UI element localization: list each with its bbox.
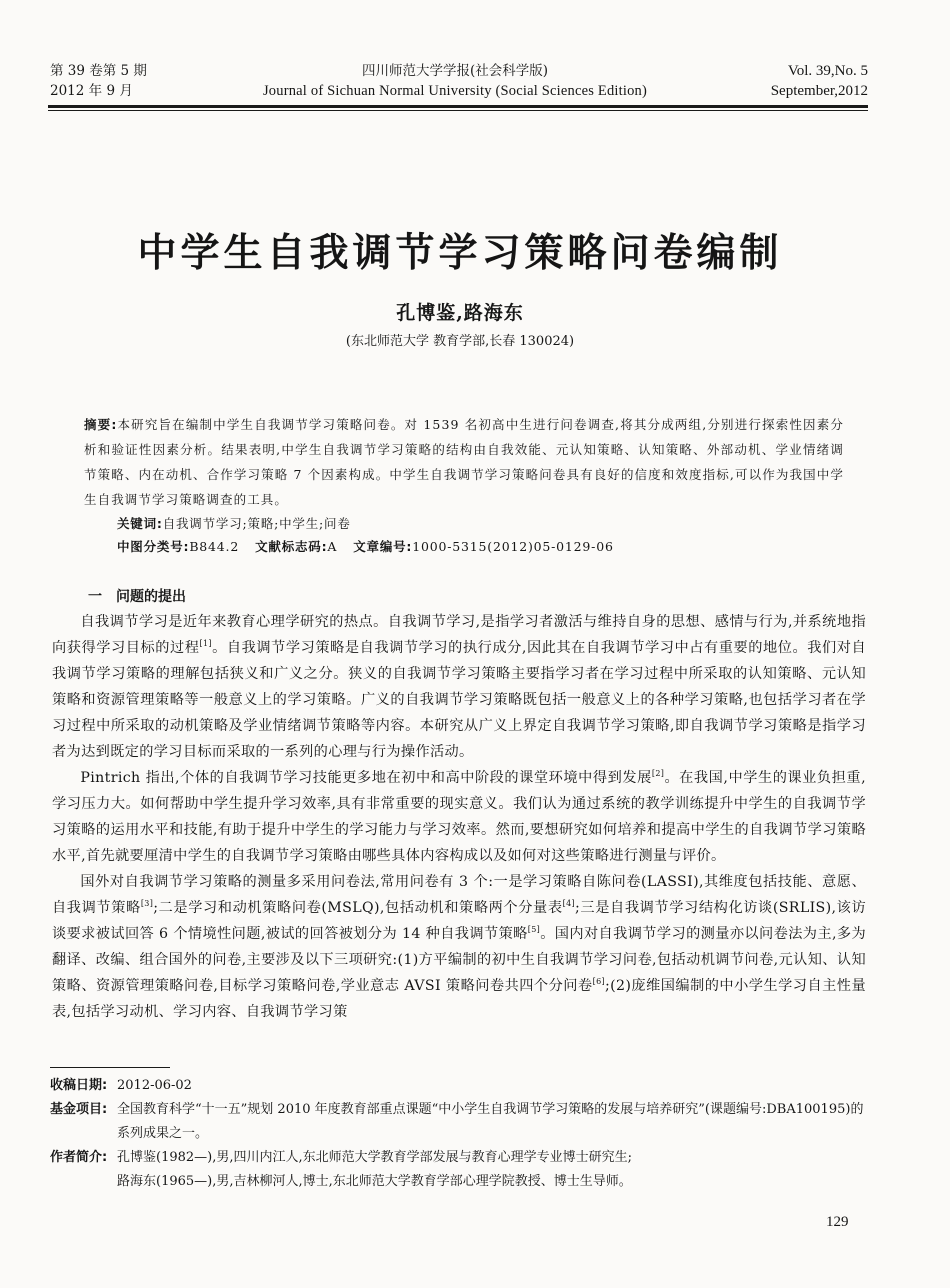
classification-line xyxy=(117,537,614,555)
volume-issue: 第 39 卷第 5 期 xyxy=(50,63,147,79)
journal-name-cn: 四川师范大学学报(社会科学版) xyxy=(361,63,549,79)
header-right xyxy=(771,61,868,101)
doc-code-label: 文献标志码: xyxy=(255,539,328,554)
keywords-label: 关键词: xyxy=(117,516,163,531)
citation-ref: [6] xyxy=(592,977,605,986)
footnote-rule xyxy=(50,1067,170,1068)
clc-label: 中图分类号: xyxy=(117,539,190,554)
header-center xyxy=(225,61,685,101)
paragraph-3: 国外对自我调节学习策略的测量多采用问卷法,常用问卷有 3 个:一是学习策略自陈问卷(LASSI),其维度包括技能、意愿、自我调节策略[3];二是学习和动机策略问卷(MSLQ),包括动机和策略两个分量表[4];三是自我调节学习结构化访谈(SRLIS),该访谈要求被试回答 6 个情境性问题,被试的回答被划分为 14 种自我调节策略[5]。国内对自我调节学习的测量亦以问卷法为主,多为翻译、改编、组合国外的问卷,主要涉及以下三项研究:(1)方平编制的初中生自我调节学习问卷,包括动机调节问卷,元认知、认知策略、资源管理策略问卷,目标学习策略问卷,学业意志 AVSI 策略问卷共四个分问卷[6];(2)庞维国编制的中小学生学习自主性量表,包括学习动机、学习内容、自我调节学习策 xyxy=(52,874,867,1020)
citation-ref: [5] xyxy=(527,925,541,934)
journal-name-en: Journal of Sichuan Normal University (Social Sciences Edition) xyxy=(262,83,648,99)
author-affiliation: (东北师范大学 教育学部,长春 130024) xyxy=(345,334,575,349)
abstract-label: 摘要: xyxy=(84,417,118,432)
volume-issue-en: Vol. 39,No. 5 xyxy=(787,63,868,79)
paragraph-1: 自我调节学习是近年来教育心理学研究的热点。自我调节学习,是指学习者激活与维持自身的思想、感情与行为,并系统地指向获得学习目标的过程[1]。自我调节学习策略是自我调节学习的执行成分,因此其在自我调节学习中占有重要的地位。我们对自我调节学习策略的理解包括狭义和广义之分。狭义的自我调节学习策略主要指学习者在学习过程中所采取的认知策略、元认知策略和资源管理策略等一般意义上的学习策略。广义的自我调节学习策略既包括一般意义上的各种学习策略,也包括学习者在学习过程中所采取的动机策略及学业情绪调节策略等内容。本研究从广义上界定自我调节学习策略,即自我调节学习策略是指学习者为达到既定的学习目标而采取的一系列的心理与行为操作活动。 xyxy=(52,614,866,760)
keywords-text: 自我调节学习;策略;中学生;问卷 xyxy=(162,516,351,531)
doc-code-value: A xyxy=(327,539,338,554)
received-date: 收稿日期: 2012-06-02 xyxy=(50,1078,192,1093)
author-bio: 作者简介: 孔博鉴(1982—),男,四川内江人,东北师范大学教育学部发展与教育心理学专业博士研究生; 路海东(1965—),男,吉林柳河人,博士,东北师范大学教育学部心理学院教授、博士生导师。 xyxy=(50,1146,866,1194)
keywords xyxy=(117,514,351,532)
issue-date-cn: 2012 年 9 月 xyxy=(50,83,133,99)
header-rule-thin xyxy=(48,110,868,111)
section-heading: 一 问题的提出 xyxy=(88,589,186,605)
footnotes xyxy=(50,1074,866,1194)
header-left xyxy=(50,61,147,101)
paragraph-2: Pintrich 指出,个体的自我调节学习技能更多地在初中和高中阶段的课堂环境中得到发展[2]。在我国,中学生的课业负担重,学习压力大。如何帮助中学生提升学习效率,具有非常重要的现实意义。我们认为通过系统的教学训练提升中学生的自我调节学习策略的运用水平和技能,有助于提升中学生的学习能力与学习效率。然而,要想研究如何培养和提高中学生的自我调节学习策略水平,首先就要厘清中学生的自我调节学习策略由哪些具体内容构成以及如何对这些策略进行测量与评价。 xyxy=(52,769,866,864)
page-number: 129 xyxy=(826,1214,849,1230)
article-authors: 孔博鉴,路海东 xyxy=(396,302,524,324)
citation-ref: [4] xyxy=(562,899,576,908)
article-no-value: 1000-5315(2012)05-0129-06 xyxy=(412,539,614,554)
abstract xyxy=(84,412,844,512)
citation-ref: [2] xyxy=(651,769,665,778)
clc-value: B844.2 xyxy=(189,539,240,554)
header-rule-thick xyxy=(48,105,868,108)
author-bio-1: 孔博鉴(1982—),男,四川内江人,东北师范大学教育学部发展与教育心理学专业博士研究生; xyxy=(117,1150,633,1165)
article-no-label: 文章编号: xyxy=(353,539,413,554)
fund-info: 基金项目: 全国教育科学“十一五”规划 2010 年度教育部重点课题“中小学生自我调节学习策略的发展与培养研究”(课题编号:DBA100195)的系列成果之一。 xyxy=(50,1102,864,1141)
citation-ref: [1] xyxy=(199,639,212,648)
author-bio-2: 路海东(1965—),男,吉林柳河人,博士,东北师范大学教育学部心理学院教授、博士生导师。 xyxy=(117,1174,632,1189)
article-body xyxy=(52,609,866,1025)
abstract-text: 本研究旨在编制中学生自我调节学习策略问卷。对 1539 名初高中生进行问卷调查,将其分成两组,分别进行探索性因素分析和验证性因素分析。结果表明,中学生自我调节学习策略的结构由自我效能、元认知策略、认知策略、外部动机、学业情绪调节策略、内在动机、合作学习策略 7 个因素构成。中学生自我调节学习策略问卷具有良好的信度和效度指标,可以作为我国中学生自我调节学习策略调查的工具。 xyxy=(84,417,844,507)
citation-ref: [3] xyxy=(140,899,154,908)
issue-date-en: September,2012 xyxy=(770,83,868,99)
article-title: 中学生自我调节学习策略问卷编制 xyxy=(137,231,783,276)
